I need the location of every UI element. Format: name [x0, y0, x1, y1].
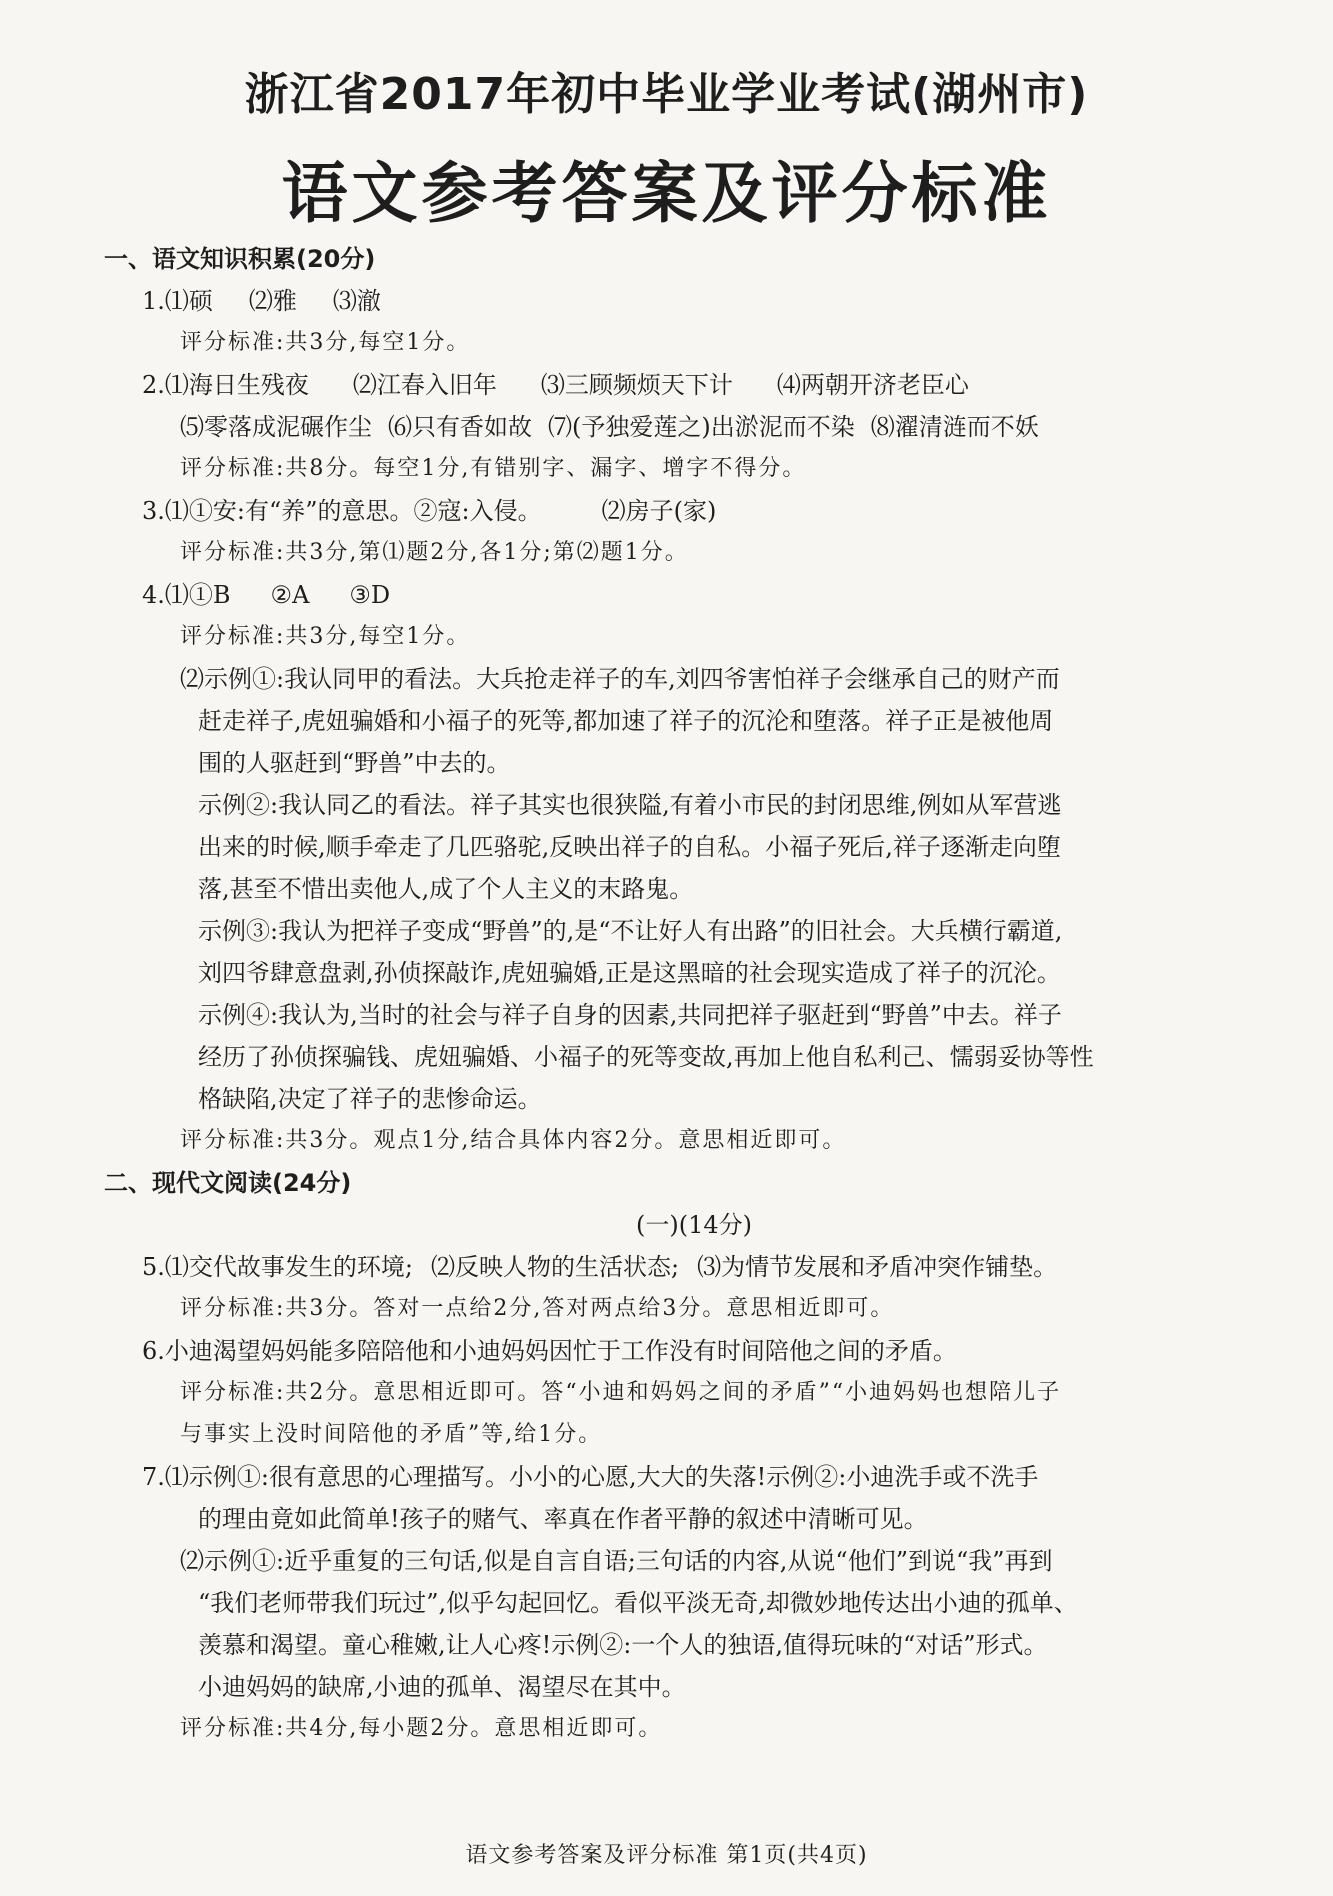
- q7-scoring: 评分标准:共4分,每小题2分。意思相近即可。: [180, 1716, 663, 1741]
- page-footer: 语文参考答案及评分标准 第1页(共4页): [465, 1843, 868, 1868]
- q4-answer-3: ③D: [349, 581, 391, 609]
- q4-example-2-line-2: 出来的时候,顺手牵走了几匹骆驼,反映出祥子的自私。小福子死后,祥子逐渐走向堕: [198, 833, 1061, 861]
- q1-answer-1: 1.⑴硕: [142, 287, 213, 315]
- q4-scoring-1: 评分标准:共3分,每空1分。: [180, 624, 471, 649]
- q6-scoring-line-2: 与事实上没时间陪他的矛盾”等,给1分。: [180, 1422, 603, 1447]
- q1-answer-3: ⑶澈: [332, 287, 381, 315]
- q2-answer-3: ⑶三顾频烦天下计: [540, 371, 733, 399]
- q2-answer-1: 2.⑴海日生残夜: [142, 371, 309, 399]
- answer-content: [104, 238, 1284, 1750]
- q4-example-1-line-2: 赶走祥子,虎妞骗婚和小福子的死等,都加速了祥子的沉沦和堕落。祥子正是被他周: [198, 707, 1054, 735]
- subsection-heading-1: (一)(14分): [636, 1211, 752, 1239]
- q7-answer-2-line-1: ⑵示例①:近乎重复的三句话,似是自言自语;三句话的内容,从说“他们”到说“我”再到: [180, 1547, 1053, 1575]
- q4-example-3-line-1: 示例③:我认为把祥子变成“野兽”的,是“不让好人有出路”的旧社会。大兵横行霸道,: [198, 917, 1063, 945]
- q4-answers: [104, 574, 1284, 616]
- q2-answers-row1: [104, 364, 1284, 406]
- q2-answers-row2: [104, 406, 1284, 448]
- q4-example-1-line-3: 围的人驱赶到“野兽”中去的。: [198, 749, 511, 777]
- q4-example-2-line-3: 落,甚至不惜出卖他人,成了个人主义的末路鬼。: [198, 875, 694, 903]
- document-title: 语文参考答案及评分标准: [281, 155, 1052, 232]
- q7-answer-2-line-2: “我们老师带我们玩过”,似乎勾起回忆。看似平淡无奇,却微妙地传达出小迪的孤单、: [198, 1589, 1078, 1617]
- q2-scoring: 评分标准:共8分。每空1分,有错别字、漏字、增字不得分。: [180, 456, 807, 481]
- q2-answer-7: ⑺(予独爱莲之)出淤泥而不染: [548, 413, 855, 441]
- q4-example-3-line-2: 刘四爷肆意盘剥,孙侦探敲诈,虎妞骗婚,正是这黑暗的社会现实造成了祥子的沉沦。: [198, 959, 1061, 987]
- q5-answer-2: ⑵反映人物的生活状态;: [430, 1253, 680, 1281]
- q4-example-4-line-3: 格缺陷,决定了祥子的悲惨命运。: [198, 1085, 542, 1113]
- q4-answer-2: ②A: [270, 581, 310, 609]
- q1-answers: [104, 280, 1284, 322]
- q7-answer-2-line-4: 小迪妈妈的缺席,小迪的孤单、渴望尽在其中。: [198, 1673, 686, 1701]
- q7-answer-1-line-1: 7.⑴示例①:很有意思的心理描写。小小的心愿,大大的失落!示例②:小迪洗手或不洗手: [142, 1463, 1039, 1491]
- q3-answers: [104, 490, 1284, 532]
- q5-answers: [104, 1246, 1284, 1288]
- q3-answer-1: 3.⑴①安:有“养”的意思。②寇:入侵。: [142, 497, 542, 525]
- exam-title: 浙江省2017年初中毕业学业考试(湖州市): [244, 69, 1089, 120]
- q2-answer-6: ⑹只有香如故: [388, 413, 532, 441]
- q1-answer-2: ⑵雅: [248, 287, 297, 315]
- q5-answer-1: 5.⑴交代故事发生的环境;: [142, 1253, 413, 1281]
- q2-answer-8: ⑻濯清涟而不妖: [870, 413, 1039, 441]
- q3-answer-2: ⑵房子(家): [601, 497, 717, 525]
- q1-scoring: 评分标准:共3分,每空1分。: [180, 330, 471, 355]
- q5-answer-3: ⑶为情节发展和矛盾冲突作铺垫。: [697, 1253, 1058, 1281]
- q2-answer-4: ⑷两朝开济老臣心: [776, 371, 969, 399]
- section-heading-1: 一、语文知识积累(20分): [104, 245, 376, 273]
- q4-example-4-line-2: 经历了孙侦探骗钱、虎妞骗婚、小福子的死等变故,再加上他自私利己、懦弱妥协等性: [198, 1043, 1094, 1071]
- q4-example-2-line-1: 示例②:我认同乙的看法。祥子其实也很狭隘,有着小市民的封闭思维,例如从军营逃: [198, 791, 1062, 819]
- q4-scoring-2: 评分标准:共3分。观点1分,结合具体内容2分。意思相近即可。: [180, 1128, 847, 1153]
- q7-answer-2-line-3: 羡慕和渴望。童心稚嫩,让人心疼!示例②:一个人的独语,值得玩味的“对话”形式。: [198, 1631, 1048, 1659]
- q5-scoring: 评分标准:共3分。答对一点给2分,答对两点给3分。意思相近即可。: [180, 1296, 895, 1321]
- section-heading-2: 二、现代文阅读(24分): [104, 1169, 352, 1197]
- q3-scoring: 评分标准:共3分,第⑴题2分,各1分;第⑵题1分。: [180, 540, 689, 565]
- q6-scoring-line-1: 评分标准:共2分。意思相近即可。答“小迪和妈妈之间的矛盾”“小迪妈妈也想陪儿子: [180, 1380, 1062, 1405]
- q4-example-4-line-1: 示例④:我认为,当时的社会与祥子自身的因素,共同把祥子驱赶到“野兽”中去。祥子: [198, 1001, 1062, 1029]
- q6-answer: 6.小迪渴望妈妈能多陪陪他和小迪妈妈因忙于工作没有时间陪他之间的矛盾。: [142, 1337, 957, 1365]
- q4-answer-1: 4.⑴①B: [142, 581, 231, 609]
- q4-example-1-line-1: ⑵示例①:我认同甲的看法。大兵抢走祥子的车,刘四爷害怕祥子会继承自己的财产而: [180, 665, 1060, 693]
- q2-answer-5: ⑸零落成泥碾作尘: [180, 413, 372, 441]
- q7-answer-1-line-2: 的理由竟如此简单!孩子的赌气、率真在作者平静的叙述中清晰可见。: [198, 1505, 928, 1533]
- q2-answer-2: ⑵江春入旧年: [352, 371, 497, 399]
